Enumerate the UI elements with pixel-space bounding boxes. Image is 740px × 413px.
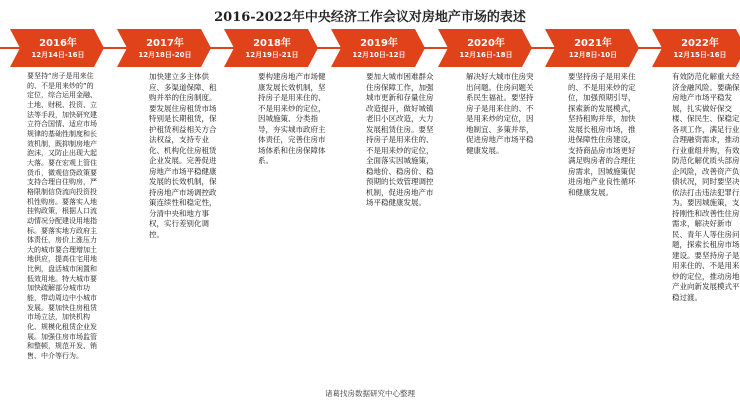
statement-text-0: 要坚持“房子是用来住的、不是用来炒的”的定位，综合运用金融、土地、财税、投资、立法等手段，加快研究建立符合国情、适应市场规律的基础性制度和长效机制，既抑制房地产泡沫，又防止出现大起大落。要在宏观上管住货币，微观信贷政策要支持合理自住购房，严格限制信贷流向投资投机性购房。要落实人地挂钩政策，根据人口流动情况分配建设用地指标。要落实地方政府主体责任，房价上涨压力大的城市要合理增加土地供应，提高住宅用地比例，盘活城市闲置和低效用地。特大城市要加快疏解部分城市功能，带动周边中小城市发展。要加快住房租赁市场立法，加快机构化、规模化租赁企业发展。加强住房市场监管和整顿，规范开发、销售、中介等行为。 (27, 72, 97, 361)
statement-text-5: 要坚持房子是用来住的、不是用来炒的定位，加强预期引导，探索新的发展模式，坚持租购并举，加快发展长租房市场，推进保障性住房建设，支持商品房市场更好满足购房者的合理住房需求，因城施策促进房地产业良性循环和健康发展。 (568, 72, 638, 198)
year-label: 2020年 (467, 37, 505, 49)
meeting-dates: 12月14日-16日 (31, 50, 85, 59)
statement-text-2: 要构建房地产市场健康发展长效机制，坚持房子是用来住的、不是用来炒的定位，因城施策、分类指导，夯实城市政府主体责任，完善住房市场体系和住房保障体系。 (258, 72, 328, 167)
year-label: 2018年 (253, 37, 291, 49)
meeting-dates: 12月8日-10日 (568, 50, 618, 59)
meeting-dates: 12月19日-21日 (245, 50, 299, 59)
meeting-dates: 12月10日-12日 (352, 50, 406, 59)
meeting-dates: 12月16日-18日 (459, 50, 513, 59)
year-label: 2019年 (360, 37, 398, 49)
page-title: 2016-2022年中央经济工作会议对房地产市场的表述 (214, 10, 526, 25)
timeline-marker-6 (658, 29, 740, 67)
year-label: 2021年 (574, 37, 612, 49)
timeline-marker-2 (230, 29, 314, 67)
statement-text-4: 解决好大城市住房突出问题。住房问题关系民生福祉。要坚持房子是用来住的、不是用来炒的定位，因地制宜、多策并举，促进房地产市场平稳健康发展。 (466, 72, 536, 156)
year-label: 2017年 (146, 37, 184, 49)
statement-text-1: 加快建立多主体供应、多渠道保障、租购并举的住房制度。要发展住房租赁市场特别是长期租赁，保护租赁利益相关方合法权益，支持专业化、机构化住房租赁企业发展。完善促进房地产市场平稳健康发展的长效机制，保持房地产市场调控政策连续性和稳定性，分清中央和地方事权，实行差别化调控。 (149, 72, 219, 240)
meeting-dates: 12月18日-20日 (138, 50, 192, 59)
statement-text-6: 有效防范化解重大经济金融风险。要确保房地产市场平稳发展，扎实做好保交楼、保民生、保稳定各项工作，满足行业合理融资需求，推动行业重组并购，有效防范化解优质头部房企风险，改善资产负债状况，同时要坚决依法打击违法犯罪行为。要因城施策，支持刚性和改善性住房需求，解决好新市民、青年人等住房问题，探索长租房市场建设。要坚持房子是用来住的、不是用来炒的定位，推动房地产业向新发展模式平稳过渡。 (672, 72, 740, 303)
source-note: 诸葛找房数据研究中心整理 (325, 389, 415, 398)
timeline-marker-5 (551, 29, 635, 67)
timeline-marker-3 (337, 29, 421, 67)
year-label: 2016年 (39, 37, 77, 49)
statement-text-3: 要加大城市困难群众住房保障工作，加强城市更新和存量住房改造提升，做好城镇老旧小区改造，大力发展租赁住房。要坚持房子是用来住的、不是用来炒的定位，全面落实因城施策，稳地价、稳房价、稳预期的长效管理调控机制，促进房地产市场平稳健康发展。 (366, 72, 436, 209)
timeline-marker-4 (444, 29, 528, 67)
year-label: 2022年 (681, 37, 719, 49)
timeline-marker-0 (16, 29, 100, 67)
timeline-marker-1 (123, 29, 207, 67)
meeting-dates: 12月15日-16日 (673, 50, 727, 59)
